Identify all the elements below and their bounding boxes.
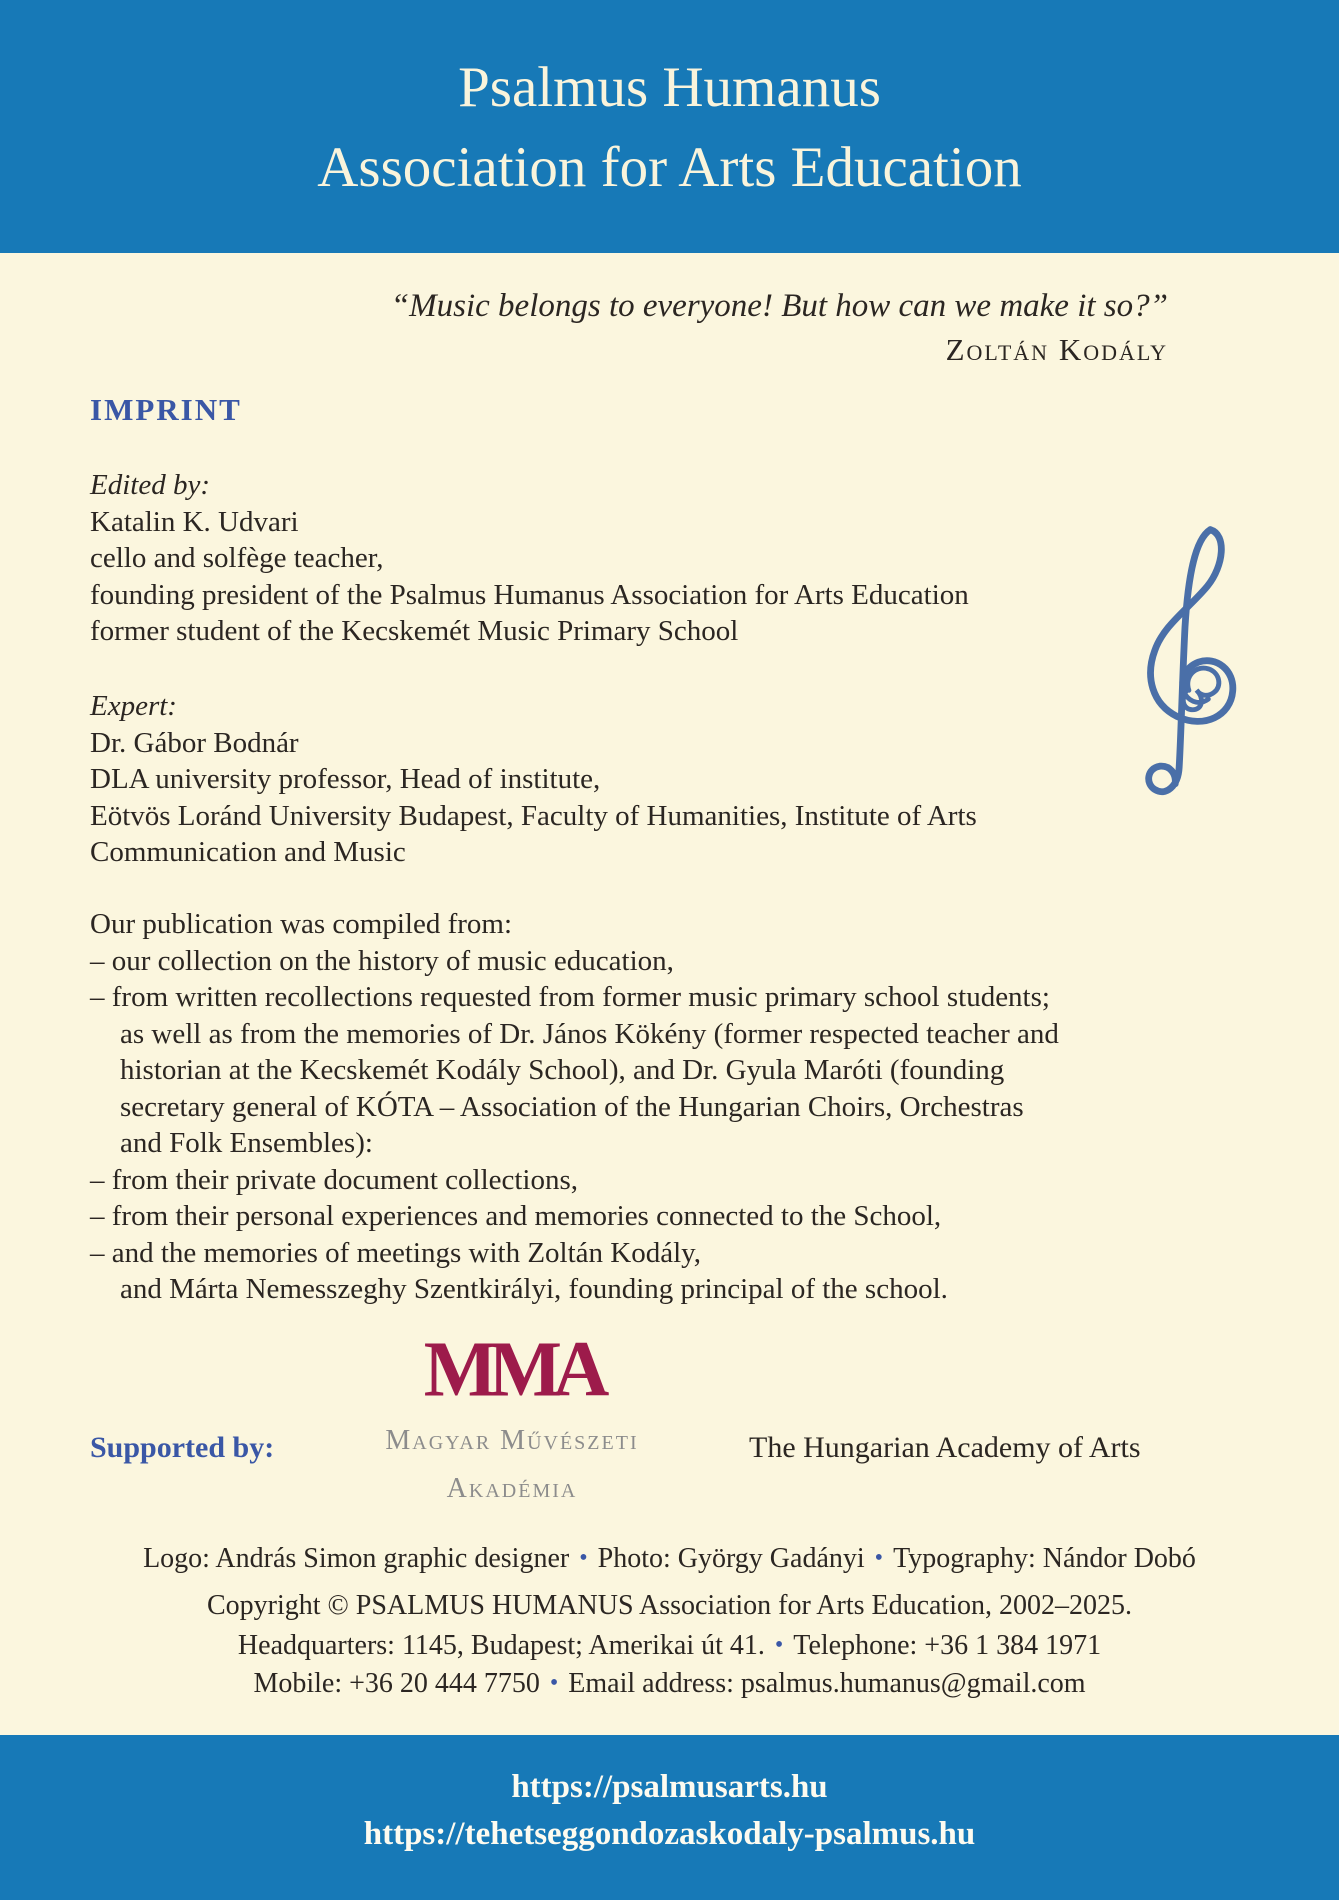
telephone-text: Telephone: +36 1 384 1971 (793, 1630, 1102, 1661)
page-title-line2: Association for Arts Education (317, 136, 1022, 199)
quote-text: “Music belongs to everyone! But how can we make it so?” (390, 288, 1168, 324)
compiled-item-continuation: as well as from the memories of Dr. János Kökény (former respected teacher and (120, 1017, 1059, 1050)
footer-banner (0, 1735, 1339, 1900)
mobile-line (0, 1668, 1339, 1700)
compiled-item-continuation: and Márta Nemesszeghy Szentkirályi, founding principal of the school. (120, 1273, 948, 1305)
typography-credit: Typography: Nándor Dobó (893, 1543, 1196, 1574)
compiled-item: – from written recollections requested from former music primary school students; (90, 981, 1050, 1013)
edited-by-line: founding president of the Psalmus Humanus Association for Arts Education (90, 578, 969, 611)
expert-line: Eötvös Loránd University Budapest, Faculty of Humanities, Institute of Arts (90, 799, 977, 832)
supported-by-label: Supported by: (90, 1431, 275, 1464)
expert-line: DLA university professor, Head of institute, (90, 763, 601, 795)
compiled-item: – from their personal experiences and memories connected to the School, (90, 1200, 942, 1232)
quote-attribution: Zoltán Kodály (945, 332, 1168, 367)
compiled-item-continuation: historian at the Kecskemét Kodály School), and Dr. Gyula Maróti (founding (120, 1054, 1005, 1086)
mma-logo (332, 1324, 692, 1506)
compiled-item: – from their private document collections, (90, 1163, 579, 1196)
edited-by-line: cello and solfège teacher, (90, 542, 384, 574)
headquarters-text: Headquarters: 1145, Budapest; Amerikai út 41. (237, 1630, 765, 1661)
edited-by-label: Edited by: (90, 469, 210, 501)
treble-clef-icon (1116, 518, 1254, 815)
compiled-item: – our collection on the history of music education, (90, 944, 674, 977)
compiled-item: – and the memories of meetings with Zoltán Kodály, (90, 1236, 702, 1269)
bullet-separator: • (549, 1670, 559, 1696)
bullet-separator: • (774, 1632, 784, 1658)
mobile-text: Mobile: +36 20 444 7750 (253, 1668, 540, 1699)
edited-by-section (90, 467, 1260, 650)
header-banner (0, 0, 1339, 253)
headquarters-line (0, 1630, 1339, 1662)
compiled-item-continuation: and Folk Ensembles): (120, 1127, 373, 1159)
footer-url-psalmusarts[interactable]: https://psalmusarts.hu (511, 1769, 828, 1805)
copyright-line: Copyright © PSALMUS HUMANUS Association for Arts Education, 2002–2025. (206, 1590, 1133, 1621)
photo-credit: Photo: György Gadányi (597, 1543, 865, 1574)
compiled-intro: Our publication was compiled from: (90, 908, 513, 940)
edited-by-line: Katalin K. Udvari (90, 505, 299, 538)
page-title-line1: Psalmus Humanus (458, 56, 881, 119)
credits-line (0, 1543, 1339, 1575)
mma-org-name-line1: Magyar Művészeti (385, 1425, 639, 1456)
bullet-separator: • (579, 1545, 588, 1571)
academy-english-name: The Hungarian Academy of Arts (749, 1431, 1141, 1464)
edited-by-line: former student of the Kecskemét Music Primary School (90, 615, 739, 647)
expert-section (90, 688, 1260, 871)
footer-url-tehetseggondozas[interactable]: https://tehetseggondozaskodaly-psalmus.hu (363, 1816, 976, 1852)
kodaly-quote (391, 286, 1168, 368)
logo-credit: Logo: András Simon graphic designer (143, 1543, 570, 1574)
imprint-heading: IMPRINT (90, 392, 242, 427)
bullet-separator: • (874, 1545, 884, 1571)
mma-logo-icon: MMA (423, 1324, 601, 1413)
expert-line: Communication and Music (90, 836, 406, 868)
compiled-from-section (90, 906, 1260, 1308)
compiled-item-continuation: secretary general of KÓTA – Association of the Hungarian Choirs, Orchestras (120, 1090, 1024, 1123)
expert-line: Dr. Gábor Bodnár (90, 726, 299, 759)
expert-label: Expert: (90, 690, 177, 722)
mma-org-name-line2: Akadémia (446, 1473, 578, 1504)
email-text[interactable]: Email address: psalmus.humanus@gmail.com (568, 1668, 1086, 1699)
